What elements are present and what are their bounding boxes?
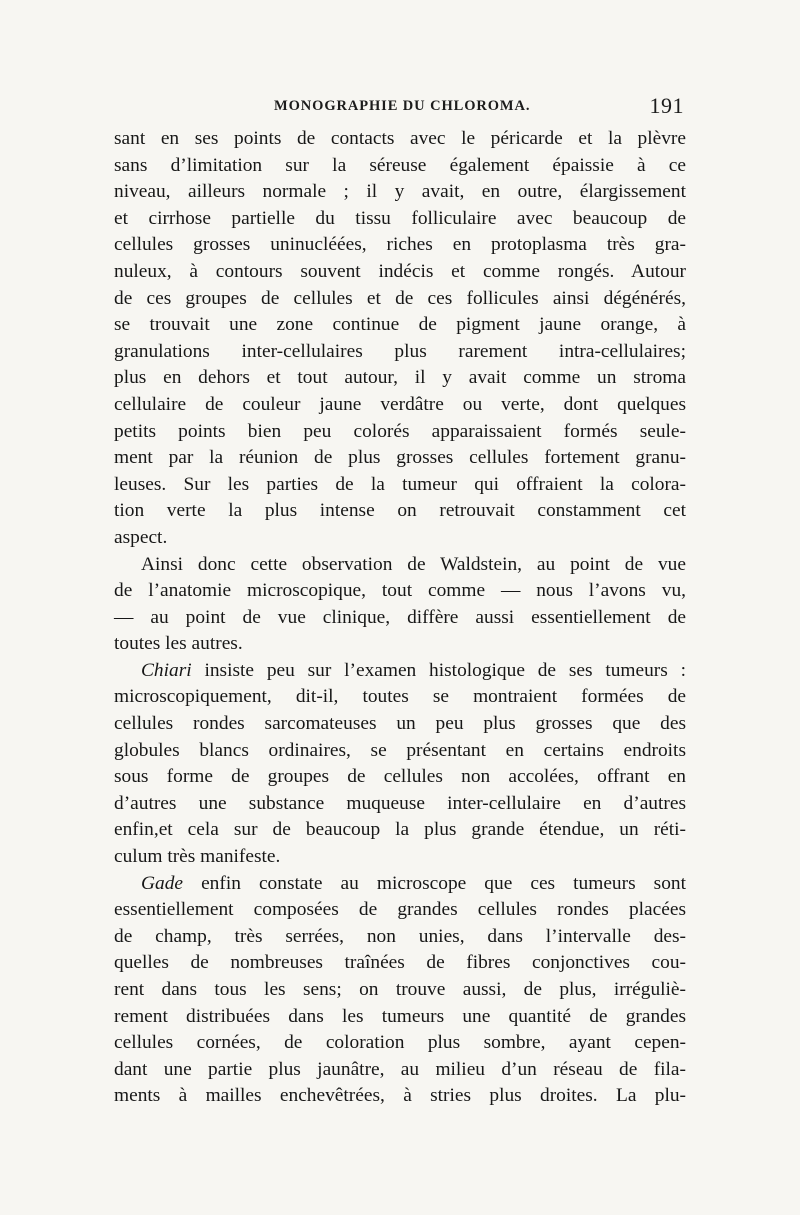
text-line: sant en ses points de contacts avec le péricarde et la plèvre	[114, 128, 686, 149]
text-line	[114, 658, 686, 685]
text-line: de ces groupes de cellules et de ces follicules ainsi dégénérés,	[114, 287, 686, 309]
text-line: enfin,et cela sur de beaucoup la plus grande étendue, un réti-	[114, 819, 686, 841]
text-line: de champ, très serrées, non unies, dans l’intervalle des-	[114, 925, 686, 947]
text-line: petits points bien peu colorés apparaissaient formés seule-	[114, 420, 686, 442]
text-line: leuses. Sur les parties de la tumeur qui offraient la colora-	[114, 473, 686, 495]
page-number: 191	[649, 93, 684, 118]
paragraph-3	[114, 658, 686, 871]
text-line: plus en dehors et tout autour, il y avait comme un stroma	[114, 367, 686, 389]
text-line: — au point de vue clinique, diffère aussi essentiellement de	[114, 606, 686, 628]
text-line: et cirrhose partielle du tissu folliculaire avec beaucoup de	[114, 207, 686, 229]
text-line: culum très manifeste.	[114, 846, 281, 868]
text-line: cellules rondes sarcomateuses un peu plus grosses que des	[114, 713, 686, 735]
author-name-chiari: Chiari	[141, 659, 192, 681]
text-line: rement distribuées dans les tumeurs une quantité de grandes	[114, 1005, 686, 1027]
text-line: globules blancs ordinaires, se présentant en certains endroits	[114, 739, 686, 761]
text-line: d’autres une substance muqueuse inter-cellulaire en d’autres	[114, 792, 686, 814]
text-line: cellules grosses uninucléées, riches en protoplasma très gra-	[114, 234, 686, 256]
text-line: tion verte la plus intense on retrouvait constamment cet	[114, 500, 686, 522]
text-line	[114, 871, 686, 898]
text-line: sous forme de groupes de cellules non accolées, offrant en	[114, 766, 686, 788]
text-line: granulations inter-cellulaires plus rarement intra-cellulaires;	[114, 340, 686, 362]
text-line: sans d’limitation sur la séreuse également épaissie à ce	[114, 154, 686, 176]
paragraph-2	[114, 552, 686, 658]
text-line: Ainsi donc cette observation de Waldstein, au point de vue	[141, 553, 686, 575]
text-line: ments à mailles enchevêtrées, à stries plus droites. La plu-	[114, 1085, 686, 1107]
text-line: nuleux, à contours souvent indécis et comme rongés. Autour	[114, 260, 686, 282]
text-line: niveau, ailleurs normale ; il y avait, en outre, élargissement	[114, 181, 686, 203]
paragraph-1	[114, 126, 686, 552]
text-line: essentiellement composées de grandes cellules rondes placées	[114, 899, 686, 921]
text-line: dant une partie plus jaunâtre, au milieu d’un réseau de fila-	[114, 1058, 686, 1080]
author-name-gade: Gade	[141, 872, 184, 894]
text-line: se trouvait une zone continue de pigment jaune orange, à	[114, 314, 686, 336]
line-continuation: enfin constate au microscope que ces tumeurs sont	[183, 872, 686, 894]
text-line: microscopiquement, dit-il, toutes se montraient formées de	[114, 686, 686, 708]
text-line: ment par la réunion de plus grosses cellules fortement granu-	[114, 447, 686, 469]
paragraph-4	[114, 871, 686, 1110]
text-line: aspect.	[114, 526, 168, 548]
text-line: quelles de nombreuses traînées de fibres conjonctives cou-	[114, 952, 686, 974]
text-line: de l’anatomie microscopique, tout comme — nous l’avons vu,	[114, 580, 686, 602]
running-title: MONOGRAPHIE DU CHLOROMA.	[274, 98, 531, 114]
body-text	[114, 126, 686, 1110]
running-head	[114, 93, 686, 120]
line-continuation: insiste peu sur l’examen histologique de ses tumeurs :	[191, 659, 686, 681]
text-line: cellules cornées, de coloration plus sombre, ayant cepen-	[114, 1032, 686, 1054]
text-line: cellulaire de couleur jaune verdâtre ou verte, dont quelques	[114, 393, 686, 415]
text-line: rent dans tous les sens; on trouve aussi, de plus, irréguliè-	[114, 979, 686, 1000]
text-line: toutes les autres.	[114, 633, 243, 655]
